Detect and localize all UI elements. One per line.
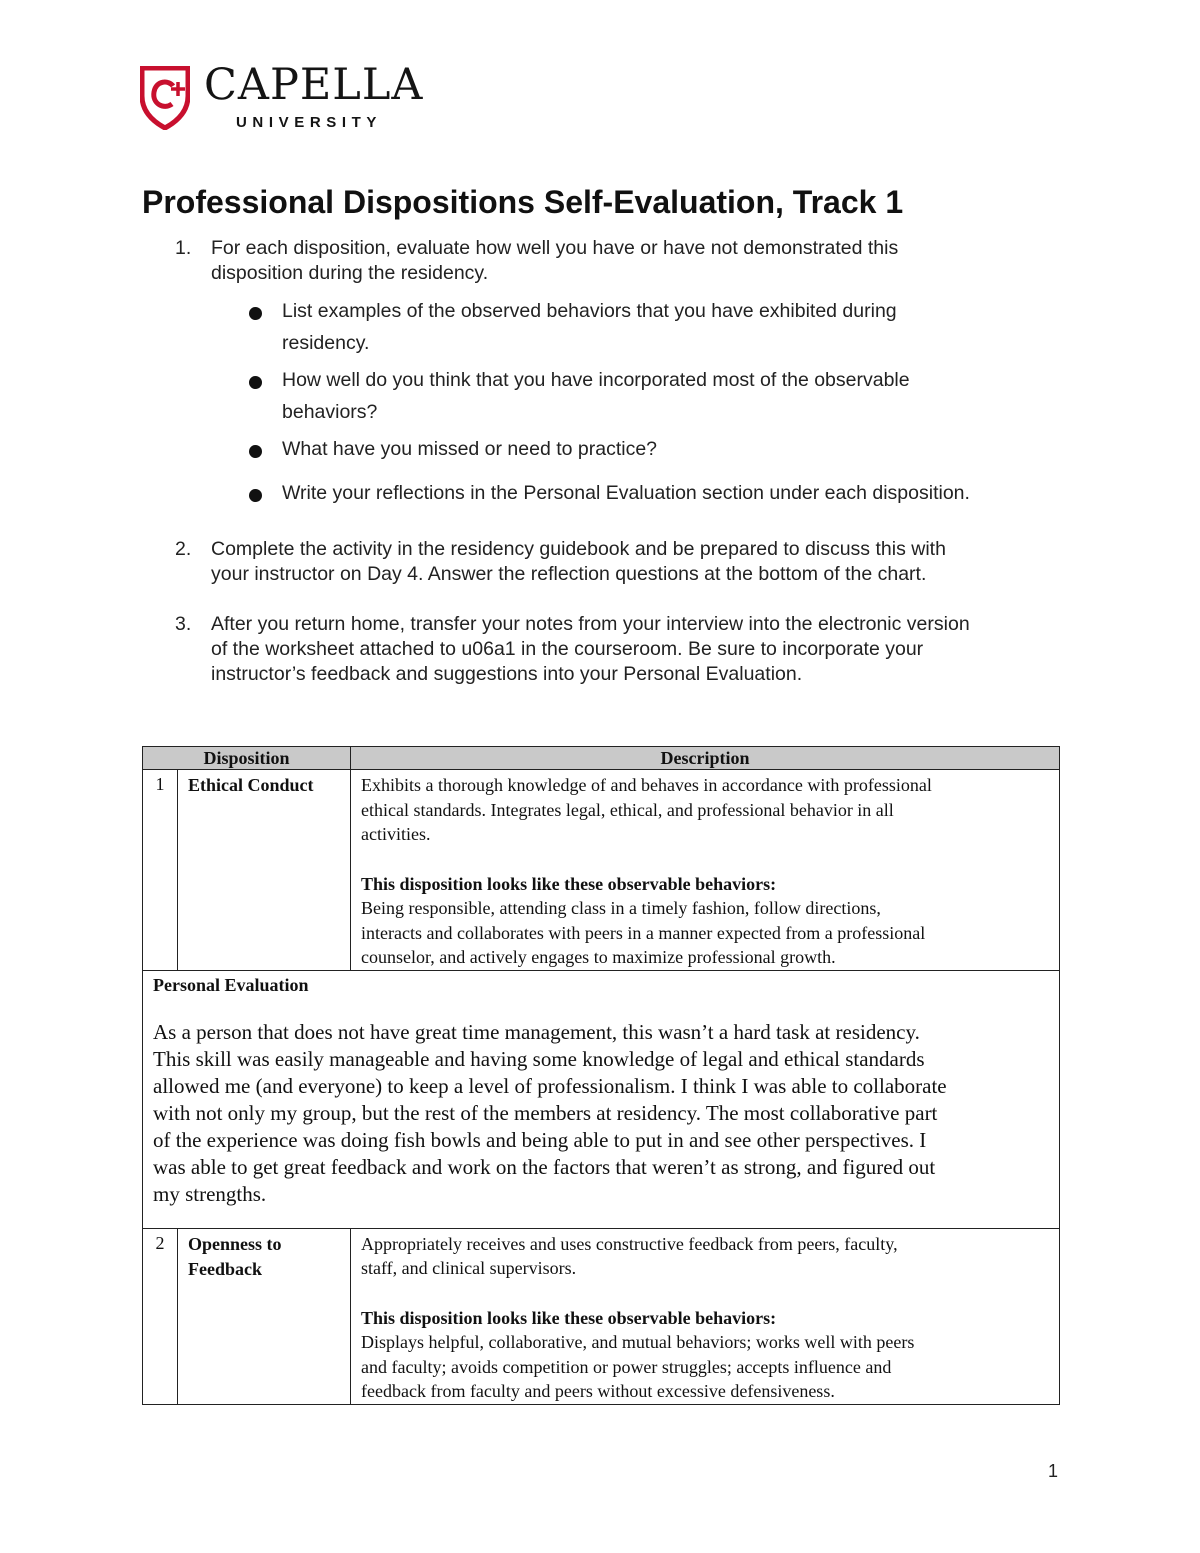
step-number: 3. bbox=[175, 613, 192, 635]
observable-line: Displays helpful, collaborative, and mutual behaviors; works well with peers bbox=[361, 1332, 915, 1352]
disposition-name bbox=[178, 1228, 351, 1404]
evaluation-line: As a person that does not have great time management, this wasn’t a hard task at residency. bbox=[153, 1019, 920, 1044]
capella-shield-icon bbox=[140, 66, 190, 130]
observable-line: interacts and collaborates with peers in a manner expected from a professional bbox=[361, 922, 926, 943]
bullet-line: residency. bbox=[282, 332, 370, 354]
table-row bbox=[143, 1228, 1060, 1404]
row-number: 1 bbox=[143, 770, 178, 971]
bullet-dot-icon bbox=[249, 489, 262, 502]
description-line: Exhibits a thorough knowledge of and behaves in accordance with professional bbox=[361, 775, 932, 795]
evaluation-line: with not only my group, but the rest of the members at residency. The most collaborative part bbox=[153, 1100, 938, 1125]
personal-evaluation-text bbox=[153, 1019, 1049, 1208]
personal-evaluation-label: Personal Evaluation bbox=[153, 974, 309, 995]
step-line: Complete the activity in the residency guidebook and be prepared to discuss this with bbox=[211, 538, 946, 560]
evaluation-line: was able to get great feedback and work on the factors that weren’t as strong, and figured out bbox=[153, 1154, 936, 1179]
disposition-name-line: Feedback bbox=[188, 1258, 262, 1279]
personal-evaluation-cell bbox=[143, 970, 1060, 1228]
evaluation-line: of the experience was doing fish bowls and being able to put in and see other perspectives. I bbox=[153, 1127, 927, 1152]
step-line: your instructor on Day 4. Answer the reflection questions at the bottom of the chart. bbox=[211, 563, 927, 585]
instruction-step-2 bbox=[175, 537, 946, 587]
step-line: instructor’s feedback and suggestions into your Personal Evaluation. bbox=[211, 663, 803, 685]
description-line: Appropriately receives and uses constructive feedback from peers, faculty, bbox=[361, 1233, 898, 1254]
table-row bbox=[143, 770, 1060, 971]
evaluation-line: This skill was easily manageable and having some knowledge of legal and ethical standards bbox=[153, 1046, 925, 1071]
bullet-dot-icon bbox=[249, 445, 262, 458]
bullet-item bbox=[282, 433, 1042, 465]
table-header-row bbox=[143, 747, 1060, 770]
bullet-line: What have you missed or need to practice? bbox=[282, 438, 658, 460]
bullet-item bbox=[282, 364, 1042, 428]
observable-line: feedback from faculty and peers without excessive defensiveness. bbox=[361, 1381, 835, 1401]
disposition-description bbox=[351, 1228, 1060, 1404]
description-line: staff, and clinical supervisors. bbox=[361, 1258, 577, 1278]
instruction-step-1 bbox=[175, 236, 899, 286]
bullet-line: How well do you think that you have incorporated most of the observable bbox=[282, 369, 910, 391]
disposition-name: Ethical Conduct bbox=[178, 770, 351, 971]
observable-line: and faculty; avoids competition or power struggles; accepts influence and bbox=[361, 1356, 892, 1377]
observable-line: Being responsible, attending class in a timely fashion, follow directions, bbox=[361, 898, 881, 918]
bullet-line: List examples of the observed behaviors that you have exhibited during bbox=[282, 300, 897, 322]
evaluation-line: my strengths. bbox=[153, 1181, 267, 1206]
description-line: ethical standards. Integrates legal, ethical, and professional behavior in all bbox=[361, 799, 894, 820]
logo-subtitle: UNIVERSITY bbox=[236, 114, 383, 131]
header-disposition: Disposition bbox=[143, 747, 351, 770]
evaluation-line: allowed me (and everyone) to keep a level of professionalism. I think I was able to collaborate bbox=[153, 1073, 947, 1098]
step-line: disposition during the residency. bbox=[211, 262, 489, 284]
observable-label: This disposition looks like these observable behaviors: bbox=[361, 873, 777, 894]
bullet-line: Write your reflections in the Personal Evaluation section under each disposition. bbox=[282, 482, 970, 504]
bullet-dot-icon bbox=[249, 307, 262, 320]
bullet-line: behaviors? bbox=[282, 401, 378, 423]
logo-wordmark: CAPELLA bbox=[204, 60, 424, 110]
page-number: 1 bbox=[1048, 1461, 1059, 1481]
observable-line: counselor, and actively engages to maximize professional growth. bbox=[361, 947, 836, 967]
bullet-dot-icon bbox=[249, 376, 262, 389]
step-number: 2. bbox=[175, 538, 192, 560]
personal-evaluation-row bbox=[143, 970, 1060, 1228]
row-number: 2 bbox=[143, 1228, 178, 1404]
capella-logo bbox=[140, 60, 430, 136]
bullet-item bbox=[282, 295, 1042, 359]
step-number: 1. bbox=[175, 237, 192, 259]
bullet-item bbox=[282, 477, 1042, 509]
instruction-step-3 bbox=[175, 612, 970, 687]
header-description: Description bbox=[351, 747, 1060, 770]
description-line: activities. bbox=[361, 824, 431, 844]
step-line: After you return home, transfer your notes from your interview into the electronic version bbox=[211, 613, 970, 635]
dispositions-table bbox=[142, 746, 1060, 1405]
observable-label: This disposition looks like these observable behaviors: bbox=[361, 1307, 777, 1328]
page-title: Professional Dispositions Self-Evaluation, Track 1 bbox=[142, 184, 904, 220]
step-line: For each disposition, evaluate how well you have or have not demonstrated this bbox=[211, 237, 899, 259]
disposition-description bbox=[351, 770, 1060, 971]
disposition-name-line: Openness to bbox=[188, 1233, 282, 1254]
step-line: of the worksheet attached to u06a1 in the courseroom. Be sure to incorporate your bbox=[211, 638, 924, 660]
